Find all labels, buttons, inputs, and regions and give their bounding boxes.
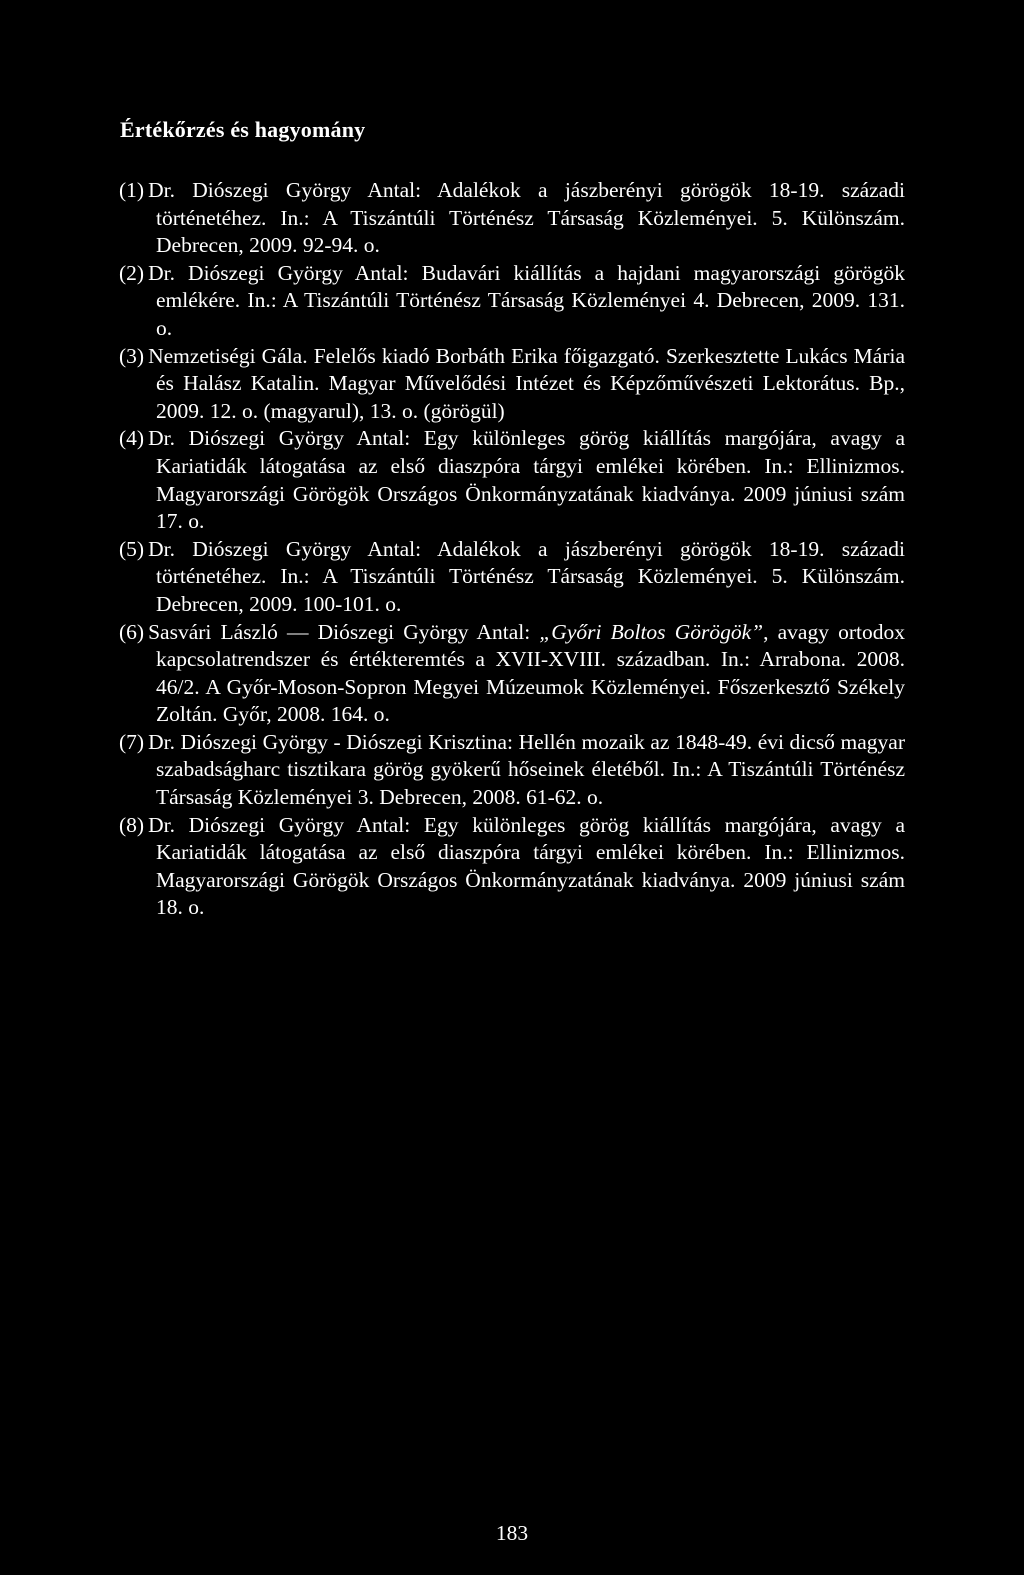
reference-number: (6) — [119, 619, 145, 644]
reference-number: (3) — [119, 343, 145, 368]
reference-text: Dr. Diószegi György Antal: Adalékok a jászberényi görögök 18-19. századi történetéhez. In.: A Tiszántúli Történész Társaság Közleményei. 5. Különszám. Debrecen, 2009. 92-94. o. — [148, 178, 905, 258]
reference-italic-title: „Győri Boltos Görögök” — [539, 619, 764, 644]
reference-number: (2) — [119, 260, 145, 285]
reference-item-4 — [119, 425, 905, 535]
reference-text-before-title: Sasvári László — Diószegi György Antal: — [148, 619, 540, 644]
reference-number: (4) — [119, 426, 145, 451]
reference-item-1 — [119, 177, 905, 260]
reference-item-5 — [119, 536, 905, 619]
reference-item-3 — [119, 343, 905, 426]
reference-text: Nemzetiségi Gála. Felelős kiadó Borbáth Erika főigazgató. Szerkesztette Lukács Mária és Halász Katalin. Magyar Művelődési Intézet és Képzőművészeti Lektorátus. Bp., 2009. 12. o. (magyarul), 13. o. (görögül) — [148, 343, 905, 423]
reference-item-6 — [119, 619, 905, 729]
reference-text-after-title: , avagy ortodox kapcsolatrendszer és értékteremtés a XVII-XVIII. században. In.: Arrabona. 2008. 46/2. A Győr-Moson-Sopron Megyei Múzeumok Közleményei. Főszerkesztő Székely Zoltán. Győr, 2008. 164. o. — [156, 619, 905, 727]
running-title: Értékőrzés és hagyomány — [120, 117, 366, 142]
reference-text: Dr. Diószegi György Antal: Egy különleges görög kiállítás margójára, avagy a Kariatidák látogatása az első diaszpóra tárgyi emlékei körében. In.: Ellinizmos. Magyarországi Görögök Országos Önkormányzatának kiadványa. 2009 júniusi szám 18. o. — [148, 812, 905, 920]
reference-number: (7) — [119, 729, 145, 754]
reference-list — [119, 177, 905, 922]
reference-item-7 — [119, 729, 905, 812]
reference-text: Dr. Diószegi György - Diószegi Krisztina: Hellén mozaik az 1848-49. évi dicső magyar szabadságharc tisztikara görög gyökerű hőseinek életéből. In.: A Tiszántúli Történész Társaság Közleményei 3. Debrecen, 2008. 61-62. o. — [148, 729, 905, 810]
reference-item-8 — [119, 812, 905, 922]
page-number: 183 — [495, 1521, 529, 1545]
reference-text: Dr. Diószegi György Antal: Egy különleges görög kiállítás margójára, avagy a Kariatidák látogatása az első diaszpóra tárgyi emlékei körében. In.: Ellinizmos. Magyarországi Görögök Országos Önkormányzatának kiadványa. 2009 júniusi szám 17. o. — [148, 426, 905, 534]
reference-number: (1) — [119, 178, 145, 202]
reference-number: (5) — [119, 536, 145, 561]
reference-text: Dr. Diószegi György Antal: Adalékok a jászberényi görögök 18-19. századi történetéhez. In.: A Tiszántúli Történész Társaság Közleményei. 5. Különszám. Debrecen, 2009. 100-101. o. — [148, 536, 905, 616]
reference-number: (8) — [119, 812, 145, 837]
reference-item-2 — [119, 260, 905, 343]
reference-text: Dr. Diószegi György Antal: Budavári kiállítás a hajdani magyarországi görögök emlékére. In.: A Tiszántúli Történész Társaság Közleményei 4. Debrecen, 2009. 131. o. — [148, 260, 905, 340]
